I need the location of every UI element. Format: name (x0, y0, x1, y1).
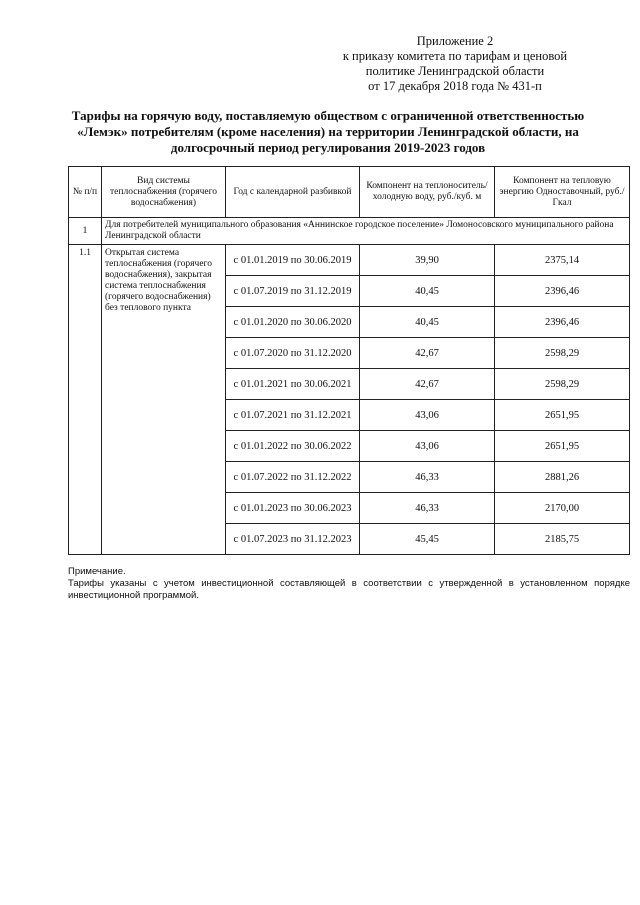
notes-heading: Примечание. (68, 566, 126, 577)
group-row (69, 218, 630, 245)
water-cell: 40,45 (360, 276, 495, 307)
water-cell: 42,67 (360, 369, 495, 400)
period-cell: с 01.01.2020 по 30.06.2020 (226, 307, 360, 338)
header-energy: Компонент на тепловую энергию Одноставочный, руб./Гкал (495, 167, 630, 218)
notes-section (68, 566, 630, 602)
energy-cell: 2396,46 (495, 276, 630, 307)
header-period: Год с календарной разбивкой (226, 167, 360, 218)
title-line-3: долгосрочный период регулирования 2019-2023 годов (170, 140, 486, 155)
appendix-header (315, 34, 595, 94)
group-num: 1 (69, 218, 102, 245)
period-cell: с 01.07.2020 по 31.12.2020 (226, 338, 360, 369)
energy-cell: 2598,29 (495, 369, 630, 400)
period-cell: с 01.07.2019 по 31.12.2019 (226, 276, 360, 307)
period-cell: с 01.07.2023 по 31.12.2023 (226, 524, 360, 555)
energy-cell: 2185,75 (495, 524, 630, 555)
tariff-table (68, 166, 630, 555)
water-cell: 39,90 (360, 245, 495, 276)
energy-cell: 2396,46 (495, 307, 630, 338)
appendix-order-line: к приказу комитета по тарифам и ценовой (342, 49, 568, 63)
title-line-2: «Лемэк» потребителям (кроме населения) на территории Ленинградской области, на (77, 124, 579, 139)
water-cell: 43,06 (360, 400, 495, 431)
header-water: Компонент на теплоноситель/холодную воду, руб./куб. м (360, 167, 495, 218)
energy-cell: 2651,95 (495, 431, 630, 462)
period-cell: с 01.07.2022 по 31.12.2022 (226, 462, 360, 493)
energy-cell: 2170,00 (495, 493, 630, 524)
period-cell: с 01.01.2019 по 30.06.2019 (226, 245, 360, 276)
energy-cell: 2375,14 (495, 245, 630, 276)
header-system: Вид системы теплоснабжения (горячего водоснабжения) (102, 167, 226, 218)
table-header-row (69, 167, 630, 218)
period-cell: с 01.01.2021 по 30.06.2021 (226, 369, 360, 400)
sub-system: Открытая система теплоснабжения (горячего водоснабжения), закрытая система теплоснабжения (горячего водоснабжения) без теплового пункта (102, 245, 226, 555)
document-title (68, 108, 588, 156)
period-cell: с 01.01.2022 по 30.06.2022 (226, 431, 360, 462)
table-body (69, 218, 630, 555)
water-cell: 45,45 (360, 524, 495, 555)
water-cell: 46,33 (360, 462, 495, 493)
water-cell: 46,33 (360, 493, 495, 524)
table-row (69, 245, 630, 276)
header-num: № п/п (69, 167, 102, 218)
water-cell: 43,06 (360, 431, 495, 462)
period-cell: с 01.01.2023 по 30.06.2023 (226, 493, 360, 524)
appendix-number: Приложение 2 (416, 34, 494, 48)
title-line-1: Тарифы на горячую воду, поставляемую обществом с ограниченной ответственностью (71, 108, 585, 123)
period-cell: с 01.07.2021 по 31.12.2021 (226, 400, 360, 431)
energy-cell: 2598,29 (495, 338, 630, 369)
group-text: Для потребителей муниципального образования «Аннинское городское поселение» Ломоносовского муниципального района Ленинградской области (102, 218, 630, 245)
appendix-date-line: от 17 декабря 2018 года № 431-п (368, 79, 542, 93)
notes-text: Тарифы указаны с учетом инвестиционной составляющей в соответствии с утвержденной в установленном порядке инвестиционной программой. (68, 578, 630, 601)
energy-cell: 2651,95 (495, 400, 630, 431)
water-cell: 42,67 (360, 338, 495, 369)
energy-cell: 2881,26 (495, 462, 630, 493)
water-cell: 40,45 (360, 307, 495, 338)
appendix-policy-line: политике Ленинградской области (365, 64, 545, 78)
sub-num: 1.1 (69, 245, 102, 555)
